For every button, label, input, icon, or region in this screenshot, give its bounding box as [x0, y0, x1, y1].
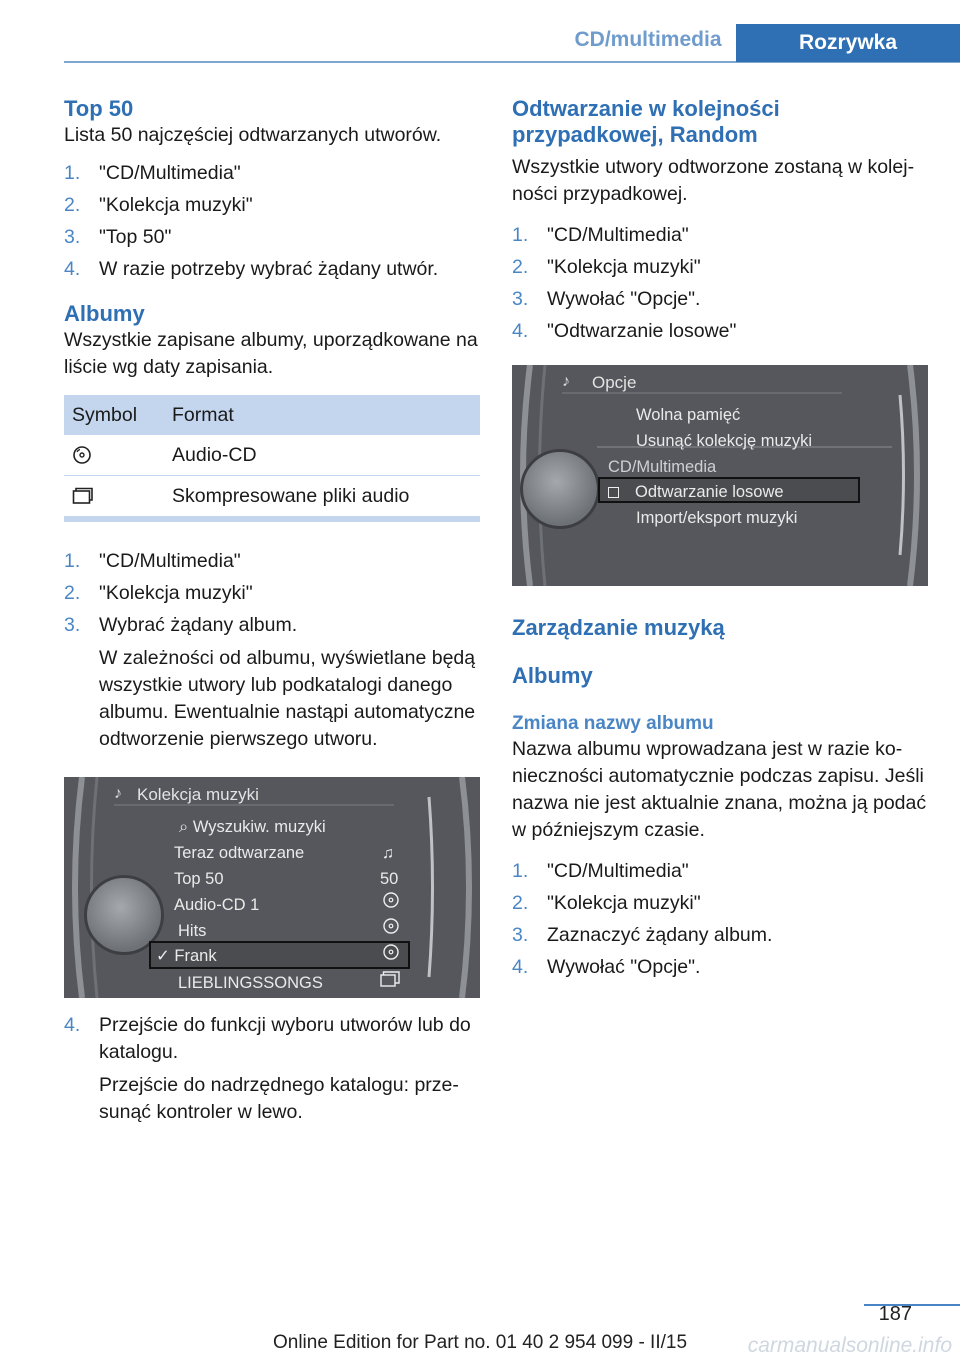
- list-item: 1. "CD/Multimedia": [64, 162, 241, 184]
- page-number: 187: [878, 1303, 912, 1325]
- rename-text: Nazwa albumu wprowadzana jest w razie konieczności automatycznie podczas zapisu. Jeśli nazwa nie jest aktualnie znana, można ją podać w późniejszym czasie.: [512, 738, 927, 841]
- cd-icon: [72, 444, 92, 466]
- header-chapter-tab[interactable]: Rozrywka: [736, 24, 960, 62]
- list-item: 3. "Top 50": [64, 226, 172, 248]
- rename-steps: [512, 858, 928, 981]
- list-item: 2. "Kolekcja muzyki": [512, 892, 701, 914]
- screen-row[interactable]: Audio-CD 1: [174, 896, 260, 914]
- symbol-table: [64, 395, 480, 522]
- albums-steps: [64, 548, 480, 753]
- cd-icon: [382, 890, 400, 917]
- list-item: 2. "Kolekcja muzyki": [512, 256, 701, 278]
- screen-title: Kolekcja muzyki: [137, 785, 259, 804]
- list-item: 3. Wywołać "Opcje".: [512, 288, 701, 310]
- top50-heading: Top 50: [64, 96, 134, 121]
- right-column: [512, 96, 928, 986]
- cd-icon: [382, 916, 400, 943]
- search-icon: ⌕: [179, 818, 193, 836]
- checkmark-icon: ✓: [156, 947, 175, 965]
- list-item: 2. "Kolekcja muzyki": [64, 582, 253, 604]
- table-cell-format: Skompresowane pliki audio: [164, 476, 480, 520]
- step-note: Przejście do nadrzędnego katalogu: przesunąć kontroler w lewo.: [99, 1074, 459, 1123]
- list-item: 4. "Odtwarzanie losowe": [512, 320, 737, 342]
- list-item: 1. "CD/Multimedia": [512, 860, 689, 882]
- table-row: [64, 476, 480, 520]
- list-item: 1. "CD/Multimedia": [64, 550, 241, 572]
- rename-heading: Zmiana nazwy albumu: [512, 713, 714, 734]
- albums-text: Wszystkie zapisane albumy, uporządkowane na liście wg daty zapisania.: [64, 329, 478, 378]
- screen-section-label: CD/Multimedia: [608, 458, 717, 476]
- list-item: 3. Wybrać żądany album. W zależności od albumu, wyświetlane będą wszystkie utwory lub podkatalogi danego albumu. Ewentualnie nastąpi automatyczne odtworzenie pierwszego utworu.: [64, 612, 480, 753]
- step-note: W zależności od albumu, wyświetlane będą wszystkie utwory lub podkatalogi danego albumu. Ewentualnie nastąpi automatyczne odtworzenie pierwszego utworu.: [99, 647, 476, 750]
- top50-text: Lista 50 najczęściej odtwarzanych utworów.: [64, 124, 442, 146]
- folder-icon: [72, 485, 94, 507]
- random-text: Wszystkie utwory odtworzone zostaną w kolejności przypadkowej.: [512, 156, 915, 205]
- screen-row[interactable]: ⌕ Wyszukiw. muzyki: [179, 818, 326, 836]
- table-header-format: Format: [164, 395, 480, 435]
- albums-steps-continued: [64, 1012, 480, 1126]
- screen-row[interactable]: Hits: [178, 922, 207, 940]
- checkbox-icon[interactable]: [608, 487, 619, 498]
- controller-knob[interactable]: [520, 449, 600, 529]
- screen-row[interactable]: LIEBLINGSSONGS: [178, 974, 323, 992]
- screen-row-selected[interactable]: Odtwarzanie losowe: [608, 479, 784, 506]
- screen-row[interactable]: Import/eksport muzyki: [636, 509, 798, 527]
- screen-title: Opcje: [592, 373, 637, 392]
- list-item: 4. Wywołać "Opcje".: [512, 956, 701, 978]
- header-section-label[interactable]: CD/multimedia: [574, 28, 722, 51]
- cd-icon: [382, 942, 400, 969]
- screen-options-icon: ♪: [114, 785, 122, 802]
- table-row: [64, 435, 480, 476]
- list-item: 3. Zaznaczyć żądany album.: [512, 924, 773, 946]
- top50-steps: [64, 160, 480, 283]
- screen-row[interactable]: Teraz odtwarzane: [174, 844, 305, 862]
- left-column: [64, 96, 480, 1131]
- albums-heading: Albumy: [64, 301, 145, 326]
- table-cell-format: Audio-CD: [164, 435, 480, 476]
- screen-options-icon: ♪: [562, 373, 570, 390]
- screen-row[interactable]: Wolna pamięć: [636, 406, 741, 424]
- top50-count: 50: [380, 870, 399, 888]
- now-playing-icon: ♫: [382, 845, 394, 862]
- random-steps: [512, 222, 928, 345]
- list-item: 4. Przejście do funkcji wyboru utworów lub do katalogu. Przejście do nadrzędnego katalogu: przesunąć kontroler w lewo.: [64, 1012, 480, 1126]
- screen-row[interactable]: Usunąć kolekcję muzyki: [636, 432, 813, 450]
- edition-footer: Online Edition for Part no. 01 40 2 954 099 - II/15: [272, 1332, 688, 1353]
- list-item: 1. "CD/Multimedia": [512, 224, 689, 246]
- manage-heading: Zarządzanie muzyką: [512, 615, 725, 640]
- list-item: 4. W razie potrzeby wybrać żądany utwór.: [64, 258, 439, 280]
- table-header-symbol: Symbol: [64, 395, 164, 435]
- screen-row[interactable]: Top 50: [174, 870, 224, 888]
- music-collection-screen: [64, 777, 480, 998]
- random-heading: Odtwarzanie w kolejności przypadkowej, Random: [512, 96, 780, 147]
- watermark: carmanualsonline.info: [747, 1334, 952, 1357]
- folder-icon: [380, 968, 400, 995]
- manage-albums-heading: Albumy: [512, 663, 593, 688]
- list-item: 2. "Kolekcja muzyki": [64, 194, 253, 216]
- options-screen: [512, 365, 928, 586]
- screen-row-selected[interactable]: ✓ Frank: [156, 947, 217, 965]
